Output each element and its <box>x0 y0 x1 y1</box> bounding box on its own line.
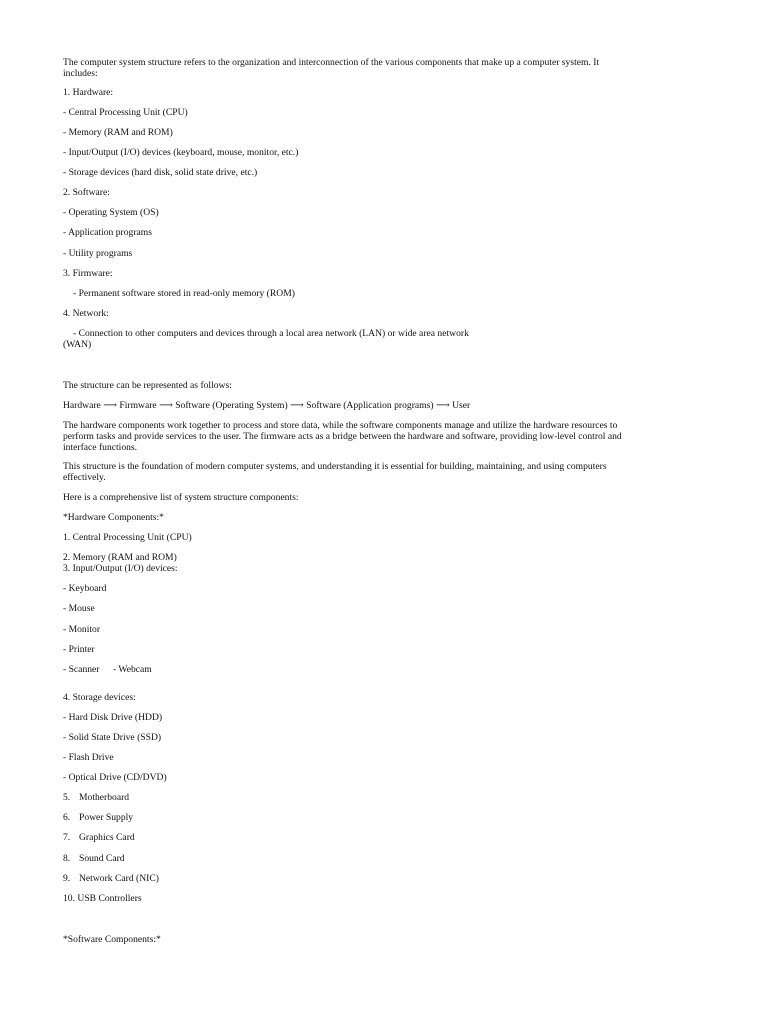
hardware-item-storage: - Storage devices (hard disk, solid state drive, etc.) <box>63 167 258 178</box>
storage-item-hdd: - Hard Disk Drive (HDD) <box>63 712 163 723</box>
software-item-apps: - Application programs <box>63 227 152 238</box>
hardware-item-io: - Input/Output (I/O) devices (keyboard, mouse, monitor, etc.) <box>63 147 299 158</box>
software-heading: 2. Software: <box>63 187 110 198</box>
foundation-paragraph: This structure is the foundation of modern computer systems, and understanding it is essential for building, maintaining, and using computers effectively. <box>63 461 607 483</box>
io-item-keyboard: - Keyboard <box>63 583 107 594</box>
network-item-continuation: (WAN) <box>63 339 92 350</box>
component-motherboard: 5. Motherboard <box>63 792 130 803</box>
io-item-scanner-webcam <box>63 664 152 675</box>
firmware-heading: 3. Firmware: <box>63 268 113 279</box>
storage-heading: 4. Storage devices: <box>63 692 136 703</box>
component-network-card: 9. Network Card (NIC) <box>63 873 159 884</box>
software-components-heading: *Software Components:* <box>63 934 161 945</box>
hardware-item-cpu: - Central Processing Unit (CPU) <box>63 107 188 118</box>
hardware-heading: 1. Hardware: <box>63 87 114 98</box>
component-sound-card: 8. Sound Card <box>63 853 125 864</box>
storage-item-flash: - Flash Drive <box>63 752 114 763</box>
io-item-monitor: - Monitor <box>63 624 101 635</box>
firmware-item: - Permanent software stored in read-only memory (ROM) <box>73 288 295 299</box>
hardware-item-memory: - Memory (RAM and ROM) <box>63 127 173 138</box>
storage-item-optical: - Optical Drive (CD/DVD) <box>63 772 167 783</box>
storage-item-ssd: - Solid State Drive (SSD) <box>63 732 162 743</box>
hardware-components-heading: *Hardware Components:* <box>63 512 164 523</box>
structure-flow: Hardware ⟶ Firmware ⟶ Software (Operating System) ⟶ Software (Application programs) ⟶ User <box>63 400 471 411</box>
software-item-os: - Operating System (OS) <box>63 207 159 218</box>
list-intro: Here is a comprehensive list of system structure components: <box>63 492 299 503</box>
io-item-printer: - Printer <box>63 644 95 655</box>
software-item-utility: - Utility programs <box>63 248 133 259</box>
io-item-webcam: - Webcam <box>113 664 152 675</box>
component-memory: 2. Memory (RAM and ROM) <box>63 552 177 563</box>
network-item: - Connection to other computers and devices through a local area network (LAN) or wide area network <box>73 328 469 339</box>
component-usb-controllers: 10. USB Controllers <box>63 893 142 904</box>
represent-intro: The structure can be represented as follows: <box>63 380 232 391</box>
network-heading: 4. Network: <box>63 308 109 319</box>
component-graphics-card: 7. Graphics Card <box>63 832 135 843</box>
io-item-scanner: - Scanner <box>63 664 100 675</box>
hardware-paragraph: The hardware components work together to process and store data, while the software components manage and utilize the hardware resources to perform tasks and provide services to the user. The firmware acts as a bridge between the hardware and software, providing low-level control and interface functions. <box>63 420 622 453</box>
component-power-supply: 6. Power Supply <box>63 812 134 823</box>
component-cpu: 1. Central Processing Unit (CPU) <box>63 532 192 543</box>
intro-paragraph: The computer system structure refers to the organization and interconnection of the various components that make up a computer system. It includes: <box>63 57 600 79</box>
io-item-mouse: - Mouse <box>63 603 95 614</box>
io-heading: 3. Input/Output (I/O) devices: <box>63 563 178 574</box>
